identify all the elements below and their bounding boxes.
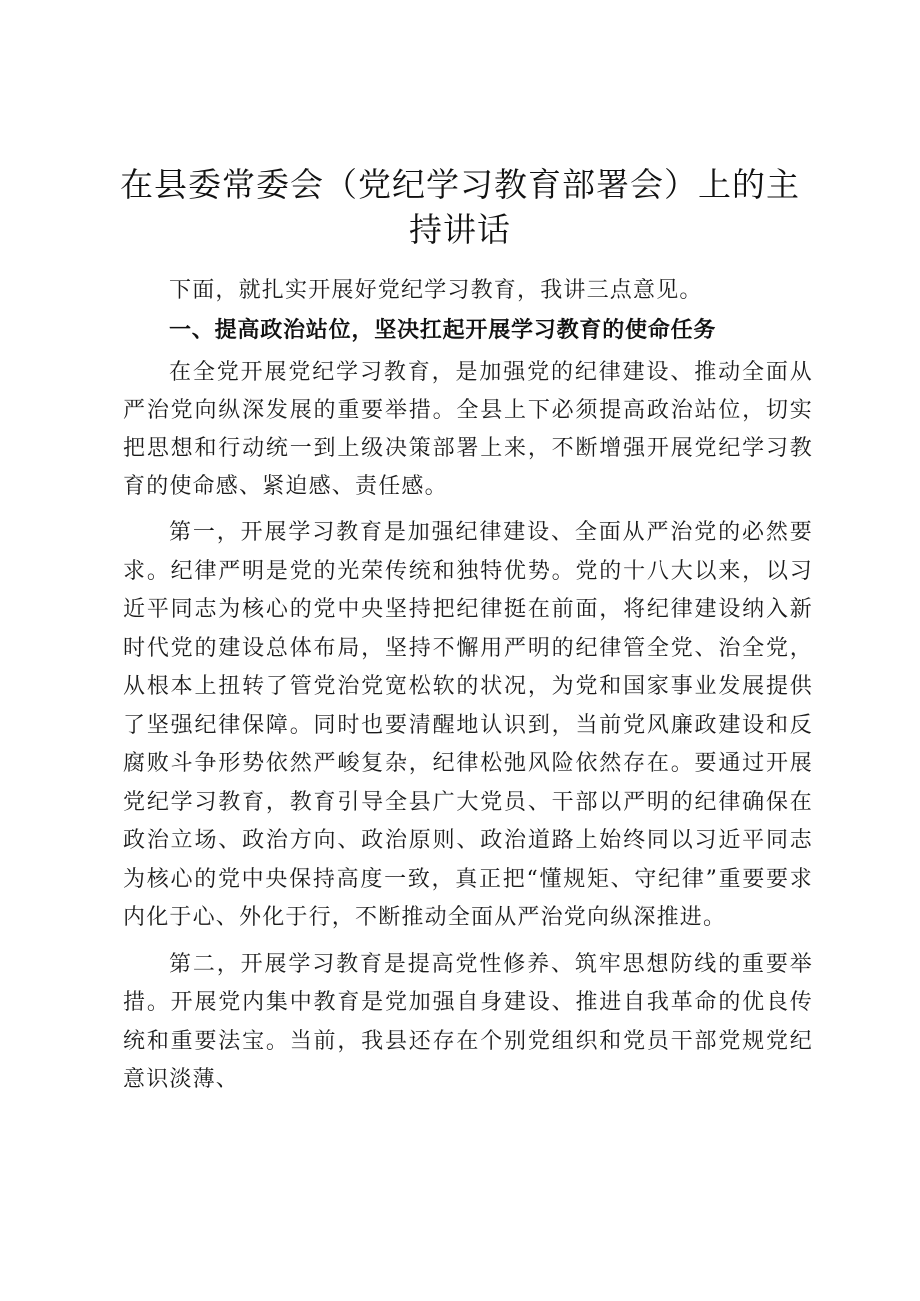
paragraph-2: 第一，开展学习教育是加强纪律建设、全面从严治党的必然要求。纪律严明是党的光荣传统和独特优势。党的十八大以来，以习近平同志为核心的党中央坚持把纪律挺在前面，将纪律建设纳入新时代党的建设总体布局，坚持不懈用严明的纪律管全党、治全党，从根本上扭转了管党治党宽松软的状况，为党和国家事业发展提供了坚强纪律保障。同时也要清醒地认识到，当前党风廉政建设和反腐败斗争形势依然严峻复杂，纪律松弛风险依然存在。要通过开展党纪学习教育，教育引导全县广大党员、干部以严明的纪律确保在政治立场、政治方向、政治原则、政治道路上始终同以习近平同志为核心的党中央保持高度一致，真正把“懂规矩、守纪律”重要要求内化于心、外化于行，不断推动全面从严治党向纵深推进。: [123, 520, 813, 930]
document-title: 在县委常委会（党纪学习教育部署会）上的主持讲话: [120, 165, 800, 249]
paragraph-3: 第二，开展学习教育是提高党性修养、筑牢思想防线的重要举措。开展党内集中教育是党加强自身建设、推进自我革命的优良传统和重要法宝。当前，我县还存在个别党组织和党员干部党规党纪意识淡薄、: [123, 951, 813, 1092]
paragraph-1: 在全党开展党纪学习教育，是加强党的纪律建设、推动全面从严治党向纵深发展的重要举措。全县上下必须提高政治站位，切实把思想和行动统一到上级决策部署上来，不断增强开展党纪学习教育的使命感、紧迫感、责任感。: [123, 360, 813, 499]
intro-paragraph: 下面，就扎实开展好党纪学习教育，我讲三点意见。: [169, 278, 703, 303]
section-heading-1: 一、提高政治站位，坚决扛起开展学习教育的使命任务: [169, 318, 717, 343]
document-body: [123, 272, 813, 1100]
